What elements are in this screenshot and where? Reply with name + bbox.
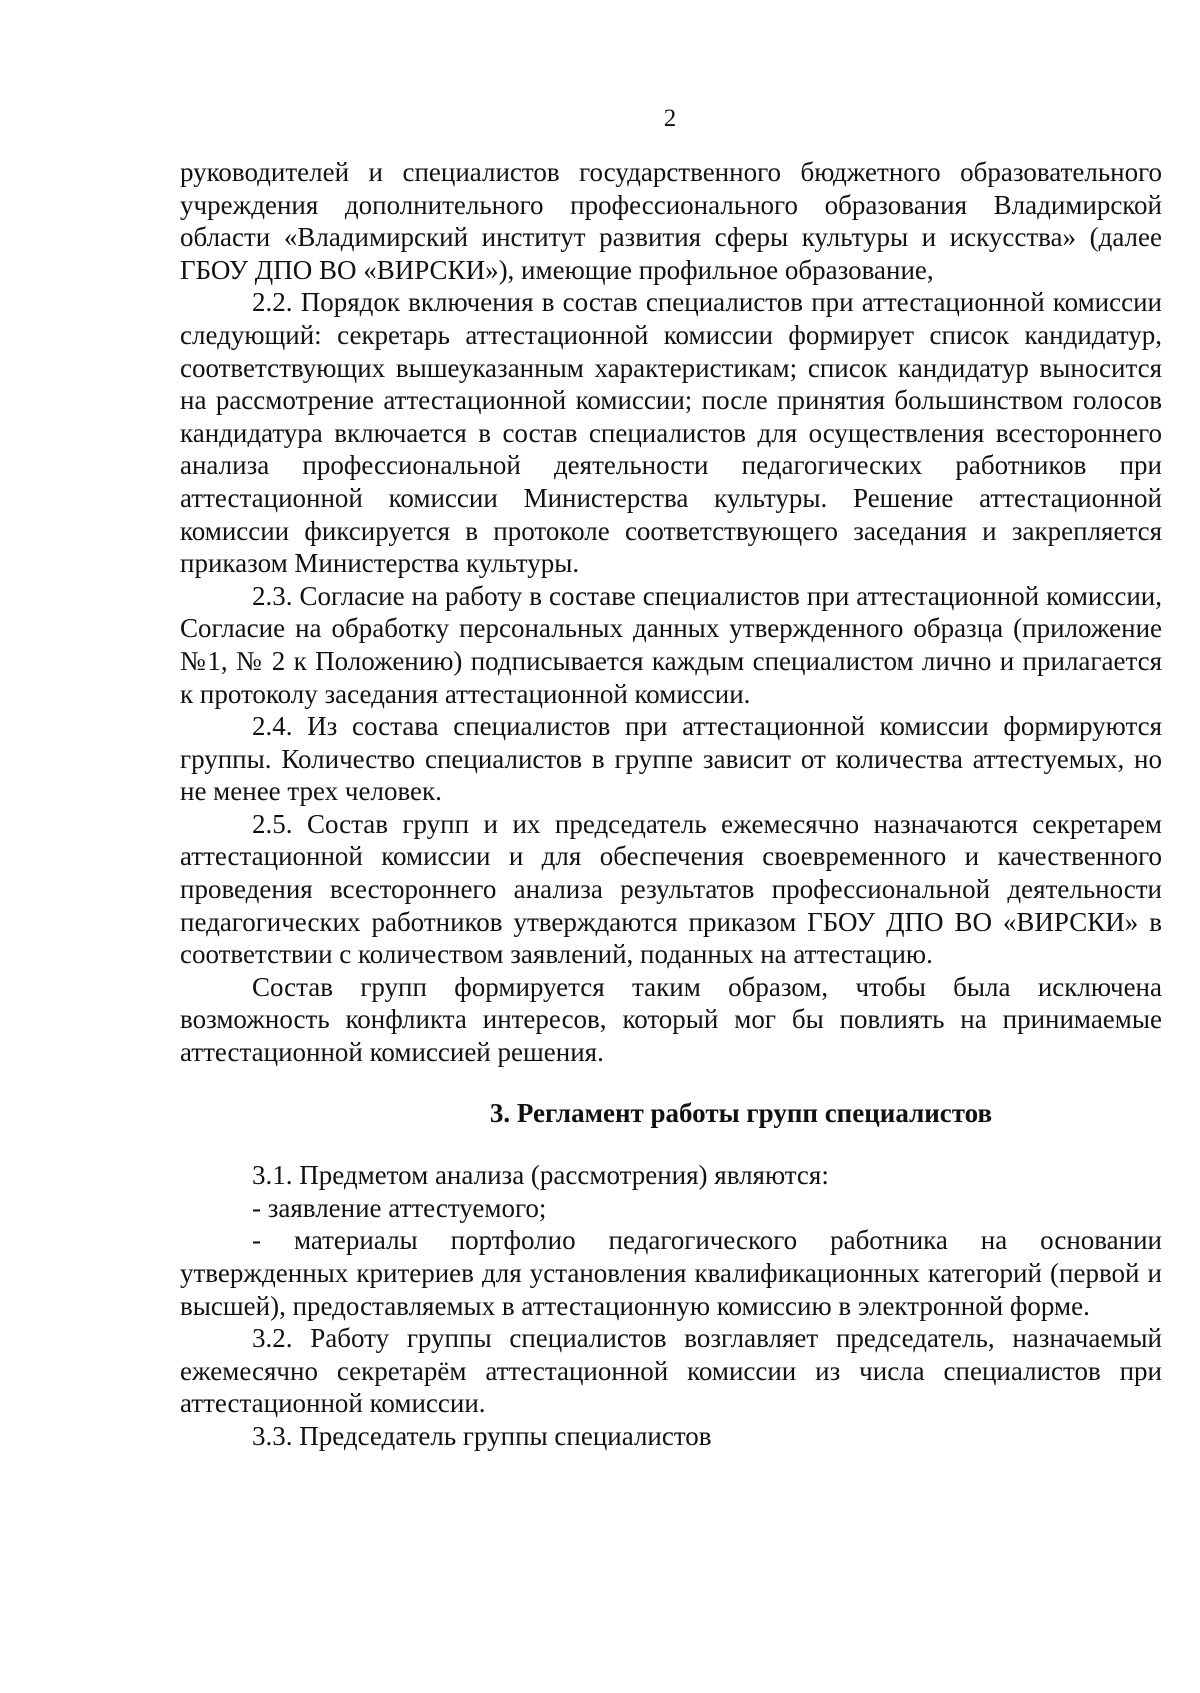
list-item-portfolio: - материалы портфолио педагогического работника на основании утвержденных критериев для установления квалификационных категорий (первой и высшей), предоставляемых в аттестационную комиссию в электронной форме. xyxy=(180,1225,1162,1321)
paragraph-continuation: руководителей и специалистов государственного бюджетного образовательного учреждения дополнительного профессионального образования Владимирской области «Владимирский институт развития сферы культуры и искусства» (далее ГБОУ ДПО ВО «ВИРСКИ»), имеющие профильное образование, xyxy=(180,157,1162,285)
page-number: 2 xyxy=(663,105,677,132)
paragraph-3-1: 3.1. Предметом анализа (рассмотрения) являются: xyxy=(252,1160,829,1191)
paragraph-2-4: 2.4. Из состава специалистов при аттестационной комиссии формируются группы. Количество специалистов в группе зависит от количества аттестуемых, но не менее трех человек. xyxy=(180,711,1162,807)
paragraph-3-2: 3.2. Работу группы специалистов возглавляет председатель, назначаемый ежемесячно секретарём аттестационной комиссии из числа специалистов при аттестационной комиссии. xyxy=(180,1323,1162,1419)
document-body xyxy=(180,156,1162,1453)
paragraph-2-5-continued: Состав групп формируется таким образом, чтобы была исключена возможность конфликта интересов, который мог бы повлиять на принимаемые аттестационной комиссией решения. xyxy=(180,971,1162,1068)
paragraph-2-5: 2.5. Состав групп и их председатель ежемесячно назначаются секретарем аттестационной комиссии и для обеспечения своевременного и качественного проведения всестороннего анализа результатов профессиональной деятельности педагогических работников утверждаются приказом ГБОУ ДПО ВО «ВИРСКИ» в соответствии с количеством заявлений, поданных на аттестацию. xyxy=(180,808,1162,970)
paragraph-3-3: 3.3. Председатель группы специалистов xyxy=(252,1420,712,1451)
paragraph-2-3: 2.3. Согласие на работу в составе специалистов при аттестационной комиссии, Согласие на обработку персональных данных утвержденного образца (приложение №1, № 2 к Положению) подписывается каждым специалистом лично и прилагается к протоколу заседания аттестационной комиссии. xyxy=(180,580,1162,709)
list-item-application: - заявление аттестуемого; xyxy=(252,1192,547,1223)
section-heading-3: 3. Регламент работы групп специалистов xyxy=(489,1097,993,1128)
paragraph-2-2: 2.2. Порядок включения в состав специалистов при аттестационной комиссии следующий: секретарь аттестационной комиссии формирует список кандидатур, соответствующих вышеуказанным характеристикам; список кандидатур выносится на рассмотрение аттестационной комиссии; после принятия большинством голосов кандидатура включается в состав специалистов для осуществления всестороннего анализа профессиональной деятельности педагогических работников при аттестационной комиссии Министерства культуры. Решение аттестационной комиссии фиксируется в протоколе соответствующего заседания и закрепляется приказом Министерства культуры. xyxy=(180,287,1162,579)
